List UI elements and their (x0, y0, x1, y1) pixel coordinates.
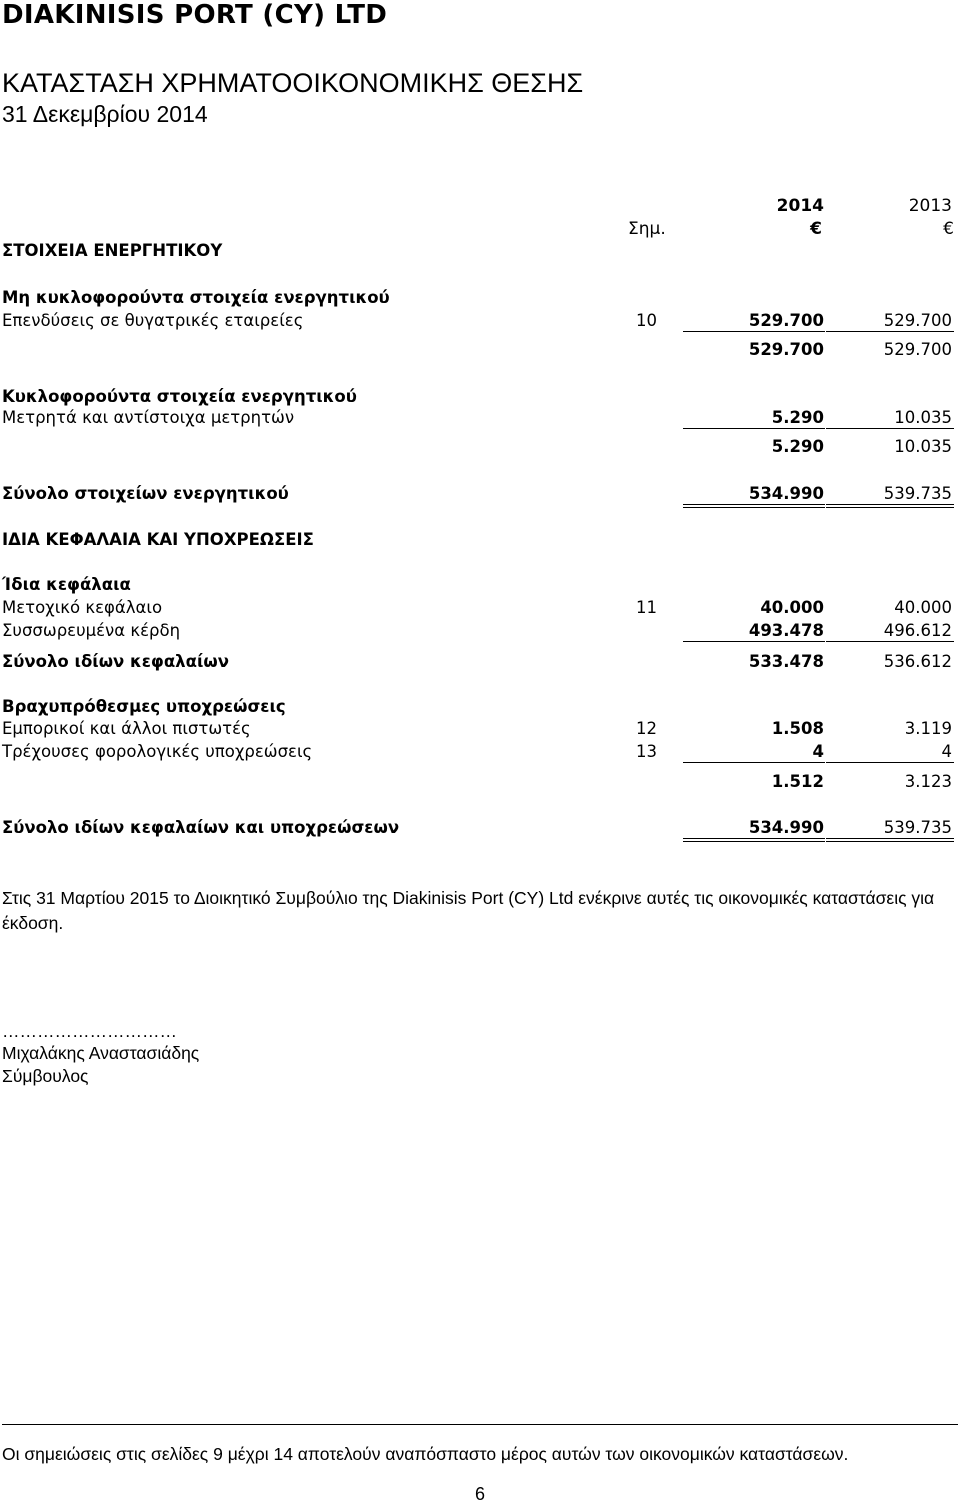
equity-liabilities-heading: ΙΔΙΑ ΚΕΦΑΛΑΙΑ ΚΑΙ ΥΠΟΧΡΕΩΣΕΙΣ (2, 530, 314, 549)
underline (683, 641, 825, 642)
row-label: Μετρητά και αντίστοιχα μετρητών (2, 408, 295, 427)
equity-heading: Ίδια κεφάλαια (2, 575, 131, 594)
value-2013: 536.612 (883, 652, 952, 671)
value-2014: 529.700 (748, 311, 824, 330)
noncurrent-assets-heading: Μη κυκλοφορούντα στοιχεία ενεργητικού (2, 288, 390, 307)
value-2014: 40.000 (760, 598, 824, 617)
value-2013: 10.035 (894, 408, 952, 427)
statement-date: 31 Δεκεμβρίου 2014 (2, 101, 208, 127)
row-note: 10 (636, 311, 657, 330)
table-row (0, 408, 960, 430)
row-label: Σύνολο στοιχείων ενεργητικού (2, 484, 289, 503)
value-2014: 4 (812, 742, 824, 761)
row-label: Σύνολο ιδίων κεφαλαίων (2, 652, 229, 671)
underline (683, 331, 825, 332)
value-2014: 534.990 (748, 818, 824, 837)
footnote: Οι σημειώσεις στις σελίδες 9 μέχρι 14 αποτελούν αναπόσπαστο μέρος αυτών των οικονομικών καταστάσεων. (2, 1444, 849, 1464)
double-underline (683, 841, 825, 842)
row-note: 12 (636, 719, 657, 738)
value-2013: 529.700 (883, 311, 952, 330)
current-assets-heading: Κυκλοφορούντα στοιχεία ενεργητικού (2, 387, 357, 406)
double-underline (826, 841, 954, 842)
table-row (0, 621, 960, 643)
double-underline (826, 838, 954, 839)
row-label: Σύνολο ιδίων κεφαλαίων και υποχρεώσεων (2, 818, 400, 837)
equity-liabilities-heading-row (0, 530, 960, 552)
subtotal-2014: 5.290 (771, 437, 824, 456)
row-label: Εμπορικοί και άλλοι πιστωτές (2, 719, 251, 738)
value-2013: 539.735 (883, 484, 952, 503)
currency-2014-header: € (810, 219, 822, 239)
double-underline (826, 507, 954, 508)
approval-paragraph: Στις 31 Μαρτίου 2015 το Διοικητικό Συμβούλιο της Diakinisis Port (CY) Ltd ενέκρινε αυτές τις οικονομικές καταστάσεις για έκδοση. (2, 888, 935, 933)
value-2013: 539.735 (883, 818, 952, 837)
subtotal-2013: 3.123 (904, 772, 952, 791)
value-2013: 4 (941, 742, 952, 761)
assets-heading-row (0, 241, 960, 263)
total-equity-liabilities-row (0, 818, 960, 840)
current-liabilities-heading-row (0, 697, 960, 719)
table-row (0, 311, 960, 333)
value-2013: 3.119 (904, 719, 952, 738)
subtotal-2014: 1.512 (771, 772, 824, 791)
footer-divider (2, 1424, 958, 1425)
value-2014: 1.508 (771, 719, 824, 738)
signature-line: ………………………… (2, 1021, 177, 1041)
row-label: Μετοχικό κεφάλαιο (2, 598, 163, 617)
company-name: DIAKINISIS PORT (CY) LTD (2, 0, 388, 30)
underline (683, 428, 825, 429)
subtotal-row (0, 772, 960, 794)
current-heading-row (0, 387, 960, 409)
value-2014: 5.290 (771, 408, 824, 427)
table-row (0, 719, 960, 741)
subtotal-row (0, 340, 960, 362)
underline (826, 331, 954, 332)
value-2013: 40.000 (894, 598, 952, 617)
value-2013: 496.612 (883, 621, 952, 640)
subtotal-row (0, 437, 960, 459)
double-underline (683, 507, 825, 508)
year-2013-header: 2013 (908, 196, 952, 216)
subtotal-2013: 10.035 (894, 437, 952, 456)
current-liabilities-heading: Βραχυπρόθεσμες υποχρεώσεις (2, 697, 286, 716)
year-2014-header: 2014 (776, 196, 824, 216)
signatory-title: Σύμβουλος (2, 1066, 89, 1086)
note-column-header: Σημ. (628, 219, 666, 239)
statement-title: ΚΑΤΑΣΤΑΣΗ ΧΡΗΜΑΤΟΟΙΚΟΝΟΜΙΚΗΣ ΘΕΣΗΣ (2, 68, 584, 98)
double-underline (683, 838, 825, 839)
value-2014: 493.478 (748, 621, 824, 640)
underline (826, 428, 954, 429)
double-underline (683, 504, 825, 505)
noncurrent-heading-row (0, 288, 960, 310)
row-label: Τρέχουσες φορολογικές υποχρεώσεις (2, 742, 313, 761)
page-number: 6 (475, 1484, 486, 1504)
table-row (0, 598, 960, 620)
assets-heading: ΣΤΟΙΧΕΙΑ ΕΝΕΡΓΗΤΙΚΟΥ (2, 241, 223, 260)
total-assets-row (0, 484, 960, 506)
equity-heading-row (0, 575, 960, 597)
subtotal-2014: 529.700 (748, 340, 824, 359)
currency-2013-header: € (943, 219, 954, 239)
row-label: Επενδύσεις σε θυγατρικές εταιρείες (2, 311, 304, 330)
underline (826, 762, 954, 763)
row-label: Συσσωρευμένα κέρδη (2, 621, 181, 640)
subtotal-2013: 529.700 (883, 340, 952, 359)
row-note: 13 (636, 742, 657, 761)
underline (826, 641, 954, 642)
value-2014: 534.990 (748, 484, 824, 503)
total-equity-row (0, 652, 960, 674)
value-2014: 533.478 (748, 652, 824, 671)
table-row (0, 742, 960, 764)
underline (683, 762, 825, 763)
double-underline (826, 504, 954, 505)
signatory-name: Μιχαλάκης Αναστασιάδης (2, 1043, 200, 1063)
row-note: 11 (636, 598, 657, 617)
